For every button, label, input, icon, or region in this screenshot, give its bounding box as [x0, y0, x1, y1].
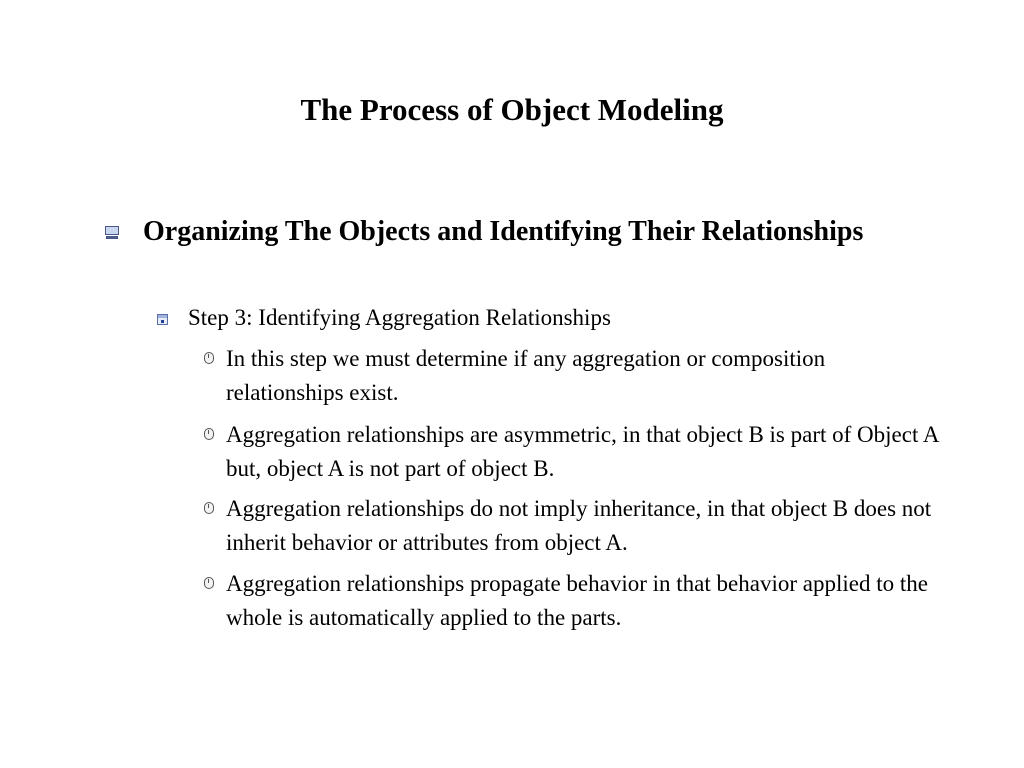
bullet-level3	[204, 567, 944, 635]
computer-icon	[105, 226, 119, 239]
bullet-level2-text: Step 3: Identifying Aggregation Relationships	[188, 305, 611, 330]
bullet-level1	[105, 212, 865, 252]
bullet-level2	[157, 302, 857, 334]
bullet-level1-text: Organizing The Objects and Identifying Their Relationships	[143, 216, 864, 247]
bullet-level3-text: Aggregation relationships are asymmetric, in that object B is part of Object A but, object A is not part of object B.	[226, 422, 939, 481]
mouse-icon	[204, 428, 214, 440]
mouse-icon	[204, 502, 214, 514]
mouse-icon	[204, 577, 214, 589]
window-icon	[157, 314, 168, 325]
bullet-level3	[204, 418, 944, 486]
mouse-icon	[204, 352, 214, 364]
bullet-level3-text: In this step we must determine if any aggregation or composition relationships exist.	[226, 346, 826, 405]
bullet-level3	[204, 342, 944, 410]
slide-title: The Process of Object Modeling	[300, 92, 724, 127]
bullet-level3-text: Aggregation relationships do not imply inheritance, in that object B does not inherit behavior or attributes from object A.	[226, 496, 932, 555]
bullet-level3	[204, 492, 944, 560]
bullet-level3-text: Aggregation relationships propagate behavior in that behavior applied to the whole is automatically applied to the parts.	[226, 571, 928, 630]
